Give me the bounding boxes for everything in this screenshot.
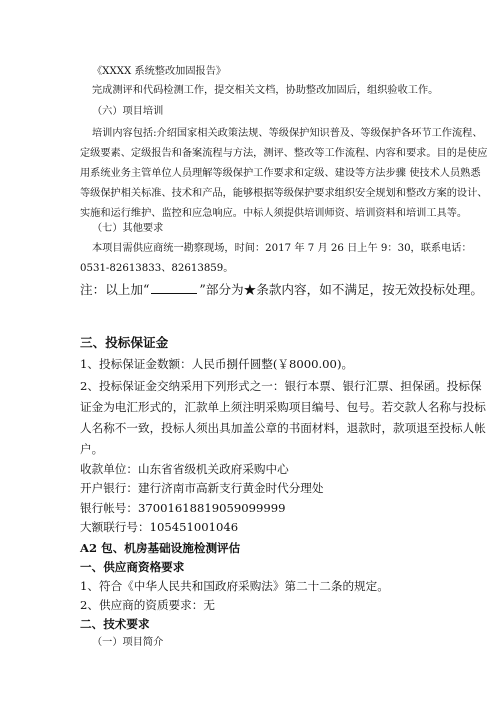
training-line: 培训内容包括:介绍国家相关政策法规、等级保护知识普及、等级保护各环节工作流程、 [92,128,483,139]
paragraph-acceptance: 完成测评和代码检测工作，提交相关文档，协助整改加固后，组织验收工作。 [92,85,439,96]
deposit-form-line: 户。 [80,442,104,456]
bank-name: 开户银行：建行济南市高新支行黄金时代分理处 [80,481,324,495]
deposit-heading: 三、投标保证金 [80,335,169,350]
payee: 收款单位：山东省省级机关政府采购中心 [80,462,289,476]
note-suffix: ”部分为★条款内容，如不满足，按无效投标处理。 [199,282,483,297]
underline-blank [151,283,197,294]
note-prefix: 注：以上加“ [80,282,150,297]
training-line: 等级保护相关标准、技术和产品，能够根据等级保护要求组织安全规划和整改方案的设计、 [80,188,488,199]
clearing-number: 大额联行号：105451001046 [80,520,239,534]
report-title: 《XXXX 系统整改加固报告》 [92,66,227,77]
technical-heading: 二、技术要求 [80,617,150,631]
phone-line: 0531-82613833、82613859。 [80,263,234,274]
training-line: 用系统业务主管单位人员理解等级保护工作要求和定级、建设等方法步骤 使技术人员熟悉 [80,168,481,179]
training-line: 实施和运行维护、监控和应急响应。中标人须提供培训师资、培训资料和培训工具等。 [80,208,468,219]
site-visit-line: 本项目需供应商统一勘察现场，时间：2017 年 7 月 26 日上午 9：30，联系电话： [92,243,472,254]
bank-account: 银行帐号：37001618819059099999 [80,501,286,515]
other-requirements-heading: （七）其他要求 [92,223,164,234]
training-heading: （六）项目培训 [92,106,164,117]
qualification-heading: 一、供应商资格要求 [80,560,185,574]
star-note [80,280,483,300]
deposit-form-line: 证金为电汇形式的，汇款单上须注明采购项目编号、包号。若交款人名称与投标 [80,400,486,414]
training-line: 定级要素、定级报告和备案流程与方法，测评、整改等工作流程、内容和要求。目的是使应 [80,148,488,159]
deposit-form-line: 人名称不一致，投标人须出具加盖公章的书面材料，退款时，款项退至投标人帐 [80,421,486,435]
deposit-amount: 1、投标保证金数额：人民币捌仟圆整(￥8000.00)。 [80,357,354,371]
qualification-item: 2、供应商的资质要求：无 [80,598,215,612]
project-intro-heading: （一）项目简介 [92,637,164,648]
package-a2-heading: A2 包、机房基础设施检测评估 [80,541,241,555]
qualification-item: 1、符合《中华人民共和国政府采购法》第二十二条的规定。 [80,579,389,593]
deposit-form-line: 2、投标保证金交纳采用下列形式之一：银行本票、银行汇票、担保函。投标保 [80,379,482,393]
